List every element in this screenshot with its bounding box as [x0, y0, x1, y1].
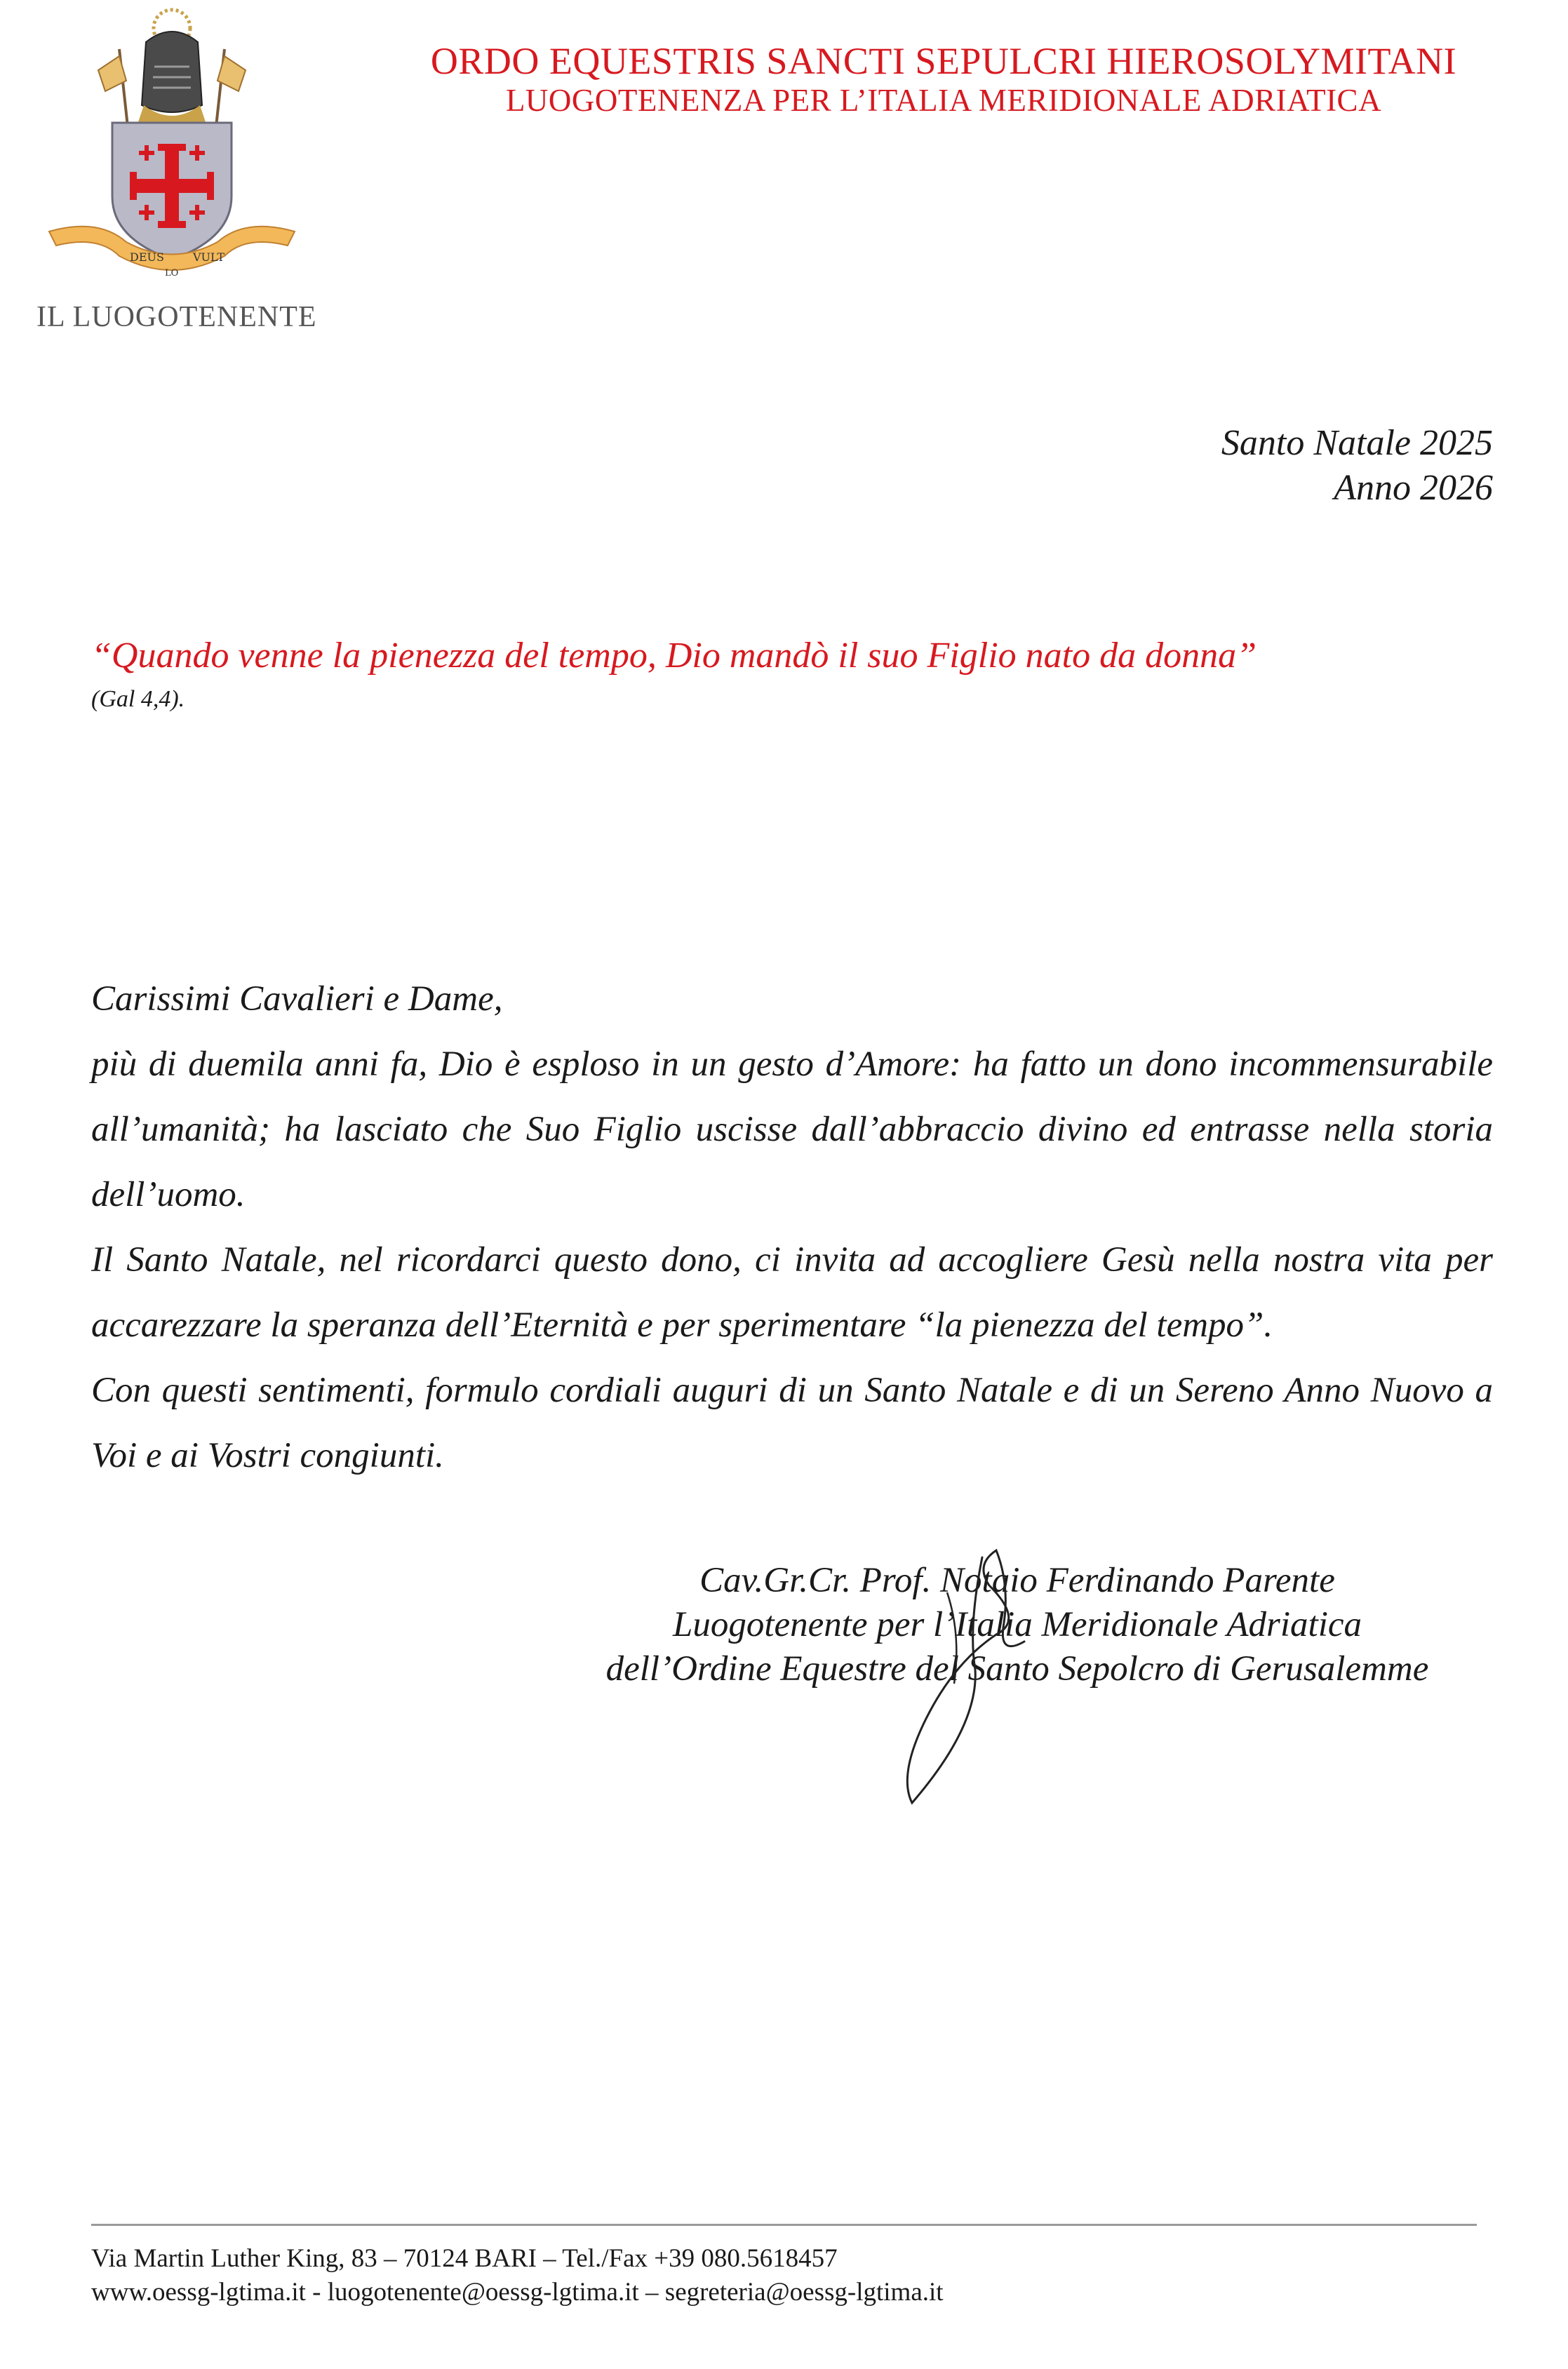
- footer-divider: [91, 2224, 1477, 2226]
- signer-name: Cav.Gr.Cr. Prof. Notaio Ferdinando Parente: [699, 1561, 1335, 1600]
- paragraph: Con questi sentimenti, formulo cordiali auguri di un Santo Natale e di un Sereno Anno Nuovo a Voi e ai Vostri congiunti.: [91, 1371, 1493, 1475]
- letterhead-title: [0, 39, 1568, 118]
- handwritten-signature: [884, 1543, 1066, 1810]
- dateline-christmas: Santo Natale 2025: [1221, 423, 1493, 463]
- order-name: ORDO EQUESTRIS SANCTI SEPULCRI HIEROSOLYMITANI: [430, 40, 1457, 82]
- motto-word: DEUS: [130, 250, 164, 264]
- footer: [91, 2242, 944, 2309]
- motto-word: LO: [165, 268, 179, 278]
- motto-word: VULT: [193, 250, 225, 264]
- crest-caption: IL LUOGOTENENTE: [36, 301, 317, 333]
- lieutenancy-name: LUOGOTENENZA PER L’ITALIA MERIDIONALE ADRIATICA: [505, 83, 1382, 118]
- scripture-reference: (Gal 4,4).: [91, 686, 185, 712]
- paragraph: Il Santo Natale, nel ricordarci questo dono, ci invita ad accogliere Gesù nella nostra vita per accarezzare la speranza dell’Eternità e per sperimentare “la pienezza del tempo”.: [91, 1240, 1493, 1345]
- signer-order: dell’Ordine Equestre del Santo Sepolcro di Gerusalemme: [605, 1649, 1429, 1689]
- letter-body: [91, 967, 1493, 1489]
- footer-contacts: www.oessg-lgtima.it - luogotenente@oessg-lgtima.it – segreteria@oessg-lgtima.it: [91, 2278, 944, 2307]
- dateline-year: Anno 2026: [1334, 468, 1493, 508]
- scripture-quote: “Quando venne la pienezza del tempo, Dio mandò il suo Figlio nato da donna”: [91, 636, 1257, 676]
- dateline: [1221, 421, 1493, 511]
- paragraph: più di duemila anni fa, Dio è esploso in un gesto d’Amore: ha fatto un dono incommensurabile all’umanità; ha lasciato che Suo Figlio uscisse dall’abbraccio divino ed entrasse nella storia dell’uomo.: [91, 1045, 1493, 1214]
- salutation: Carissimi Cavalieri e Dame,: [91, 979, 503, 1019]
- footer-address: Via Martin Luther King, 83 – 70124 BARI – Tel./Fax +39 080.5618457: [91, 2244, 838, 2273]
- signer-title: Luogotenente per l’Italia Meridionale Adriatica: [672, 1605, 1362, 1644]
